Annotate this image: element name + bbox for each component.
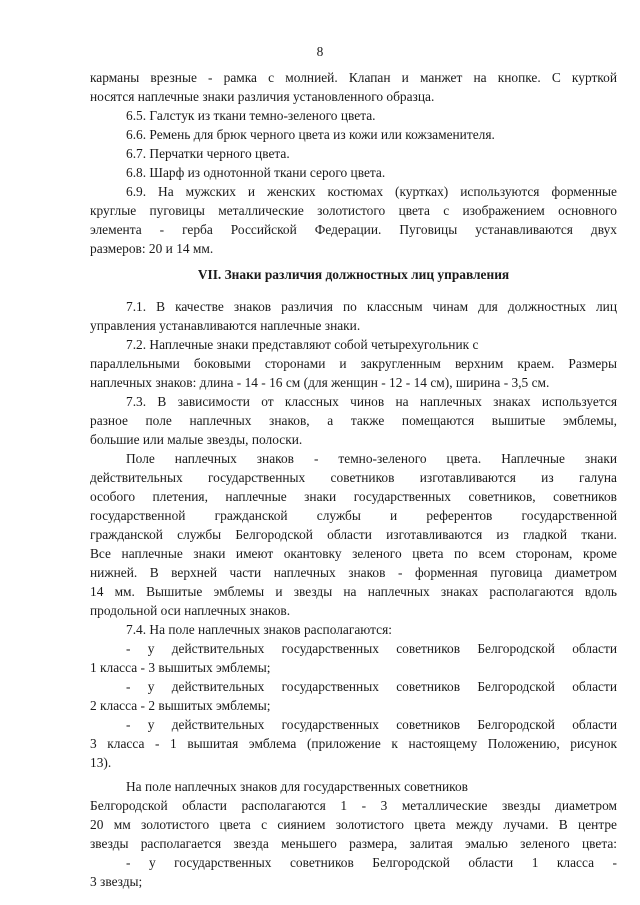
text-line: нижней. В верхней части наплечных знаков - форменная пуговица диаметром <box>90 565 617 580</box>
text-line: 20 мм золотистого цвета с сиянием золотистого цвета между лучами. В центре <box>90 817 617 832</box>
text-line: 7.3. В зависимости от классных чинов на наплечных знаках используется <box>126 394 617 409</box>
text-line: Все наплечные знаки имеют окантовку зеленого цвета по всем сторонам, кроме <box>90 546 617 561</box>
text-line: размеров: 20 и 14 мм. <box>90 241 214 256</box>
text-line: 6.5. Галстук из ткани темно-зеленого цвета. <box>126 108 376 123</box>
text-line: 6.9. На мужских и женских костюмах (куртках) используются форменные <box>126 184 617 199</box>
text-line: 7.1. В качестве знаков различия по классным чинам для должностных лиц <box>126 299 617 314</box>
page-number: 8 <box>316 44 324 59</box>
text-line: носятся наплечные знаки различия установленного образца. <box>90 89 435 104</box>
section-heading: VII. Знаки различия должностных лиц управления <box>197 267 510 282</box>
list-item: - у действительных государственных советников Белгородской области <box>126 717 617 732</box>
text-line: большие или малые звезды, полоски. <box>90 432 303 447</box>
text-line: 7.4. На поле наплечных знаков располагаются: <box>126 622 392 637</box>
text-line: государственной гражданской службы и референтов государственной <box>90 508 617 523</box>
text-line: На поле наплечных знаков для государственных советников <box>126 779 469 794</box>
text-line: 7.2. Наплечные знаки представляют собой четырехугольник с <box>126 337 479 352</box>
text-line: 6.7. Перчатки черного цвета. <box>126 146 290 161</box>
text-line: элемента - герба Российской Федерации. Пуговицы устанавливаются двух <box>90 222 617 237</box>
text-line: 13). <box>90 755 112 770</box>
text-line: особого плетения, наплечные знаки государственных советников, советников <box>90 489 617 504</box>
text-line: 14 мм. Вышитые эмблемы и звезды на наплечных знаках располагаются вдоль <box>90 584 617 599</box>
text-line: 1 класса - 3 вышитых эмблемы; <box>90 660 271 675</box>
text-line: наплечных знаков: длина - 14 - 16 см (для женщин - 12 - 14 см), ширина - 3,5 см. <box>90 375 550 390</box>
text-line: 6.6. Ремень для брюк черного цвета из кожи или кожзаменителя. <box>126 127 495 142</box>
list-item: - у действительных государственных советников Белгородской области <box>126 679 617 694</box>
text-line: 6.8. Шарф из однотонной ткани серого цвета. <box>126 165 386 180</box>
text-line: параллельными боковыми сторонами и закругленным верхним краем. Размеры <box>90 356 617 371</box>
text-line: Белгородской области располагаются 1 - 3 металлические звезды диаметром <box>90 798 617 813</box>
text-line: гражданской службы Белгородской области изготавливаются из гладкой ткани. <box>90 527 617 542</box>
text-line: разное поле наплечных знаков, а также помещаются вышитые эмблемы, <box>90 413 617 428</box>
text-line: 2 класса - 2 вышитых эмблемы; <box>90 698 271 713</box>
text-line: действительных государственных советников изготавливаются из галуна <box>90 470 617 485</box>
list-item: - у действительных государственных советников Белгородской области <box>126 641 617 656</box>
text-line: карманы врезные - рамка с молнией. Клапан и манжет на кнопке. С курткой <box>90 70 617 85</box>
text-line: 3 звезды; <box>90 874 143 889</box>
text-line: управления устанавливаются наплечные знаки. <box>90 318 361 333</box>
text-line: Поле наплечных знаков - темно-зеленого цвета. Наплечные знаки <box>126 451 617 466</box>
text-line: звезды располагается звезда меньшего размера, залитая эмалью зеленого цвета: <box>90 836 617 851</box>
list-item: - у государственных советников Белгородской области 1 класса - <box>126 855 617 870</box>
text-line: круглые пуговицы металлические золотистого цвета с изображением основного <box>90 203 617 218</box>
text-line: продольной оси наплечных знаков. <box>90 603 291 618</box>
text-line: 3 класса - 1 вышитая эмблема (приложение к настоящему Положению, рисунок <box>90 736 617 751</box>
